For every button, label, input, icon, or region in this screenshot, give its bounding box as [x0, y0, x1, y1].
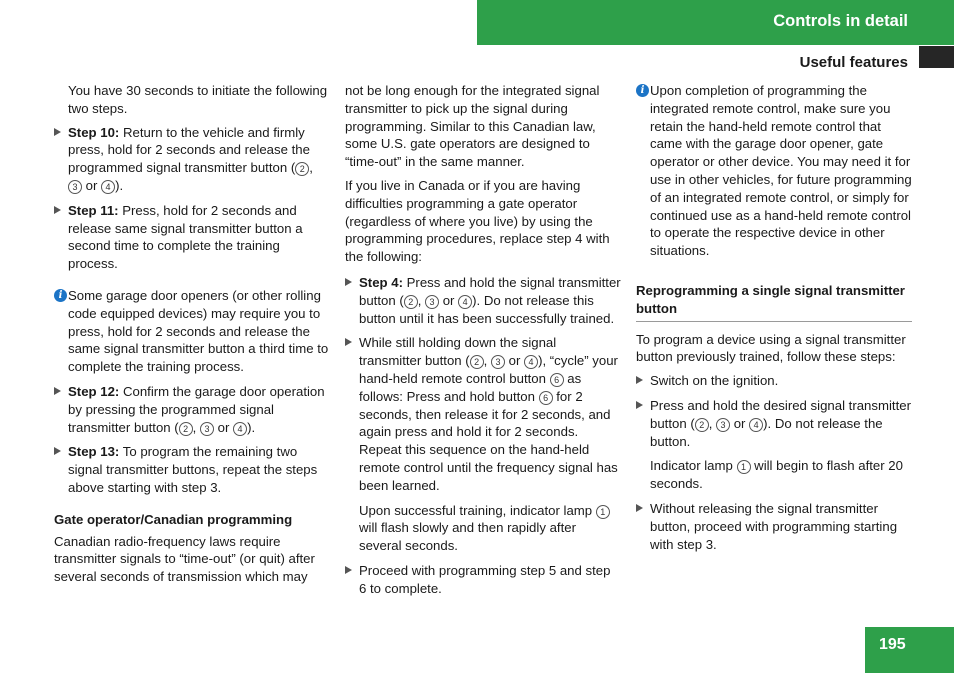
ref-2: 2 — [179, 422, 193, 436]
paragraph: Upon successful training, indicator lamp 1 will flash slowly and then rapidly after several seconds. — [345, 502, 621, 555]
ref-2: 2 — [695, 418, 709, 432]
paragraph: Indicator lamp 1 will begin to flash after 20 seconds. — [650, 458, 903, 492]
header-bar — [477, 0, 954, 45]
paragraph: not be long enough for the integrated signal transmitter to pick up the signal during programming. Similar to this Canadian law, some U.S. gate operators are designed to “time-out” in the same manner. — [345, 83, 600, 170]
step-12: Step 12: Confirm the garage door operation by pressing the programmed signal transmitter button ( 2 , 3 or 4 ). — [54, 383, 330, 436]
subsection-title: Useful features — [799, 54, 908, 71]
step-without-releasing: Without releasing the signal transmitter button, proceed with programming starting with step 3. — [636, 500, 912, 553]
column-2 — [345, 82, 621, 605]
bullet-icon — [54, 128, 61, 136]
step-hold: While still holding down the signal transmitter button ( 2 , 3 or 4 ), “cycle” your hand-held remote control button 6 as follows: Press and hold button 6 for 2 seconds, then release it for 2 seconds, and again press and hold it for 2 seconds. Repeat this sequence on the hand-held remote control until the frequency signal has been learned. — [345, 334, 621, 494]
paragraph: To program a device using a signal transmitter button previously trained, follow these steps: — [636, 331, 906, 365]
ref-4: 4 — [749, 418, 763, 432]
bullet-icon — [636, 504, 643, 512]
intro-text: You have 30 seconds to initiate the following two steps. — [68, 83, 328, 116]
info-icon: i — [636, 84, 649, 97]
bullet-icon — [345, 566, 352, 574]
ref-1: 1 — [596, 505, 610, 519]
ref-2: 2 — [470, 355, 484, 369]
column-3 — [636, 82, 912, 560]
bullet-icon — [345, 338, 352, 346]
ref-3: 3 — [200, 422, 214, 436]
section-heading: Gate operator/Canadian programming — [54, 511, 293, 527]
ref-3: 3 — [68, 180, 82, 194]
bullet-icon — [54, 447, 61, 455]
section-heading: Reprogramming a single signal transmitter button — [636, 282, 912, 322]
ref-4: 4 — [233, 422, 247, 436]
paragraph: Canadian radio-frequency laws require transmitter signals to “time-out” (or quit) after several seconds of transmission which may — [54, 533, 315, 585]
bullet-icon — [54, 387, 61, 395]
bullet-icon — [636, 376, 643, 384]
info-note: i Upon completion of programming the integrated remote control, make sure you retain the hand-held remote control that came with the garage door opener, gate operator or other device. You may need it for use in other vehicles, for future programming of an integrated remote control, or simply for continued use as a hand-held remote control to operate the respective device in other situations. — [636, 82, 912, 260]
ref-6: 6 — [539, 391, 553, 405]
page-number: 195 — [879, 636, 906, 653]
ref-4: 4 — [458, 295, 472, 309]
step-4: Step 4: Press and hold the signal transmitter button ( 2 , 3 or 4 ). Do not release this button until it has been successfully trained. — [345, 274, 621, 327]
step-press-hold: Press and hold the desired signal transmitter button ( 2 , 3 or 4 ). Do not release the button. — [636, 397, 912, 450]
ref-3: 3 — [716, 418, 730, 432]
ref-2: 2 — [295, 162, 309, 176]
ref-6: 6 — [550, 373, 564, 387]
paragraph: If you live in Canada or if you are having difficulties programming a gate operator (regardless of where you live) by using the programming procedures, replace step 4 with the following: — [345, 177, 610, 265]
ref-4: 4 — [524, 355, 538, 369]
step-10: Step 10: Return to the vehicle and firmly press, hold for 2 seconds and release the programmed signal transmitter button ( 2 , 3 or 4 ). — [54, 124, 330, 195]
bullet-icon — [54, 206, 61, 214]
ref-2: 2 — [404, 295, 418, 309]
section-title: Controls in detail — [773, 12, 908, 30]
info-icon: i — [54, 289, 67, 302]
ref-3: 3 — [491, 355, 505, 369]
step-13: Step 13: To program the remaining two signal transmitter buttons, repeat the steps above starting with step 3. — [54, 443, 330, 496]
ref-1: 1 — [737, 460, 751, 474]
thumb-tab — [919, 46, 954, 68]
page-number-tab — [865, 627, 954, 673]
info-note: i Some garage door openers (or other rolling code equipped devices) may require you to press, hold for 2 seconds and release the same signal transmitter button a third time to complete the training process. — [54, 287, 330, 376]
bullet-icon — [636, 401, 643, 409]
step-11: Step 11: Press, hold for 2 seconds and release same signal transmitter button a second time to complete the training process. — [54, 202, 330, 273]
column-1 — [54, 82, 330, 592]
step-proceed: Proceed with programming step 5 and step 6 to complete. — [345, 562, 621, 598]
ref-3: 3 — [425, 295, 439, 309]
step-ignition: Switch on the ignition. — [636, 372, 912, 390]
ref-4: 4 — [101, 180, 115, 194]
bullet-icon — [345, 278, 352, 286]
